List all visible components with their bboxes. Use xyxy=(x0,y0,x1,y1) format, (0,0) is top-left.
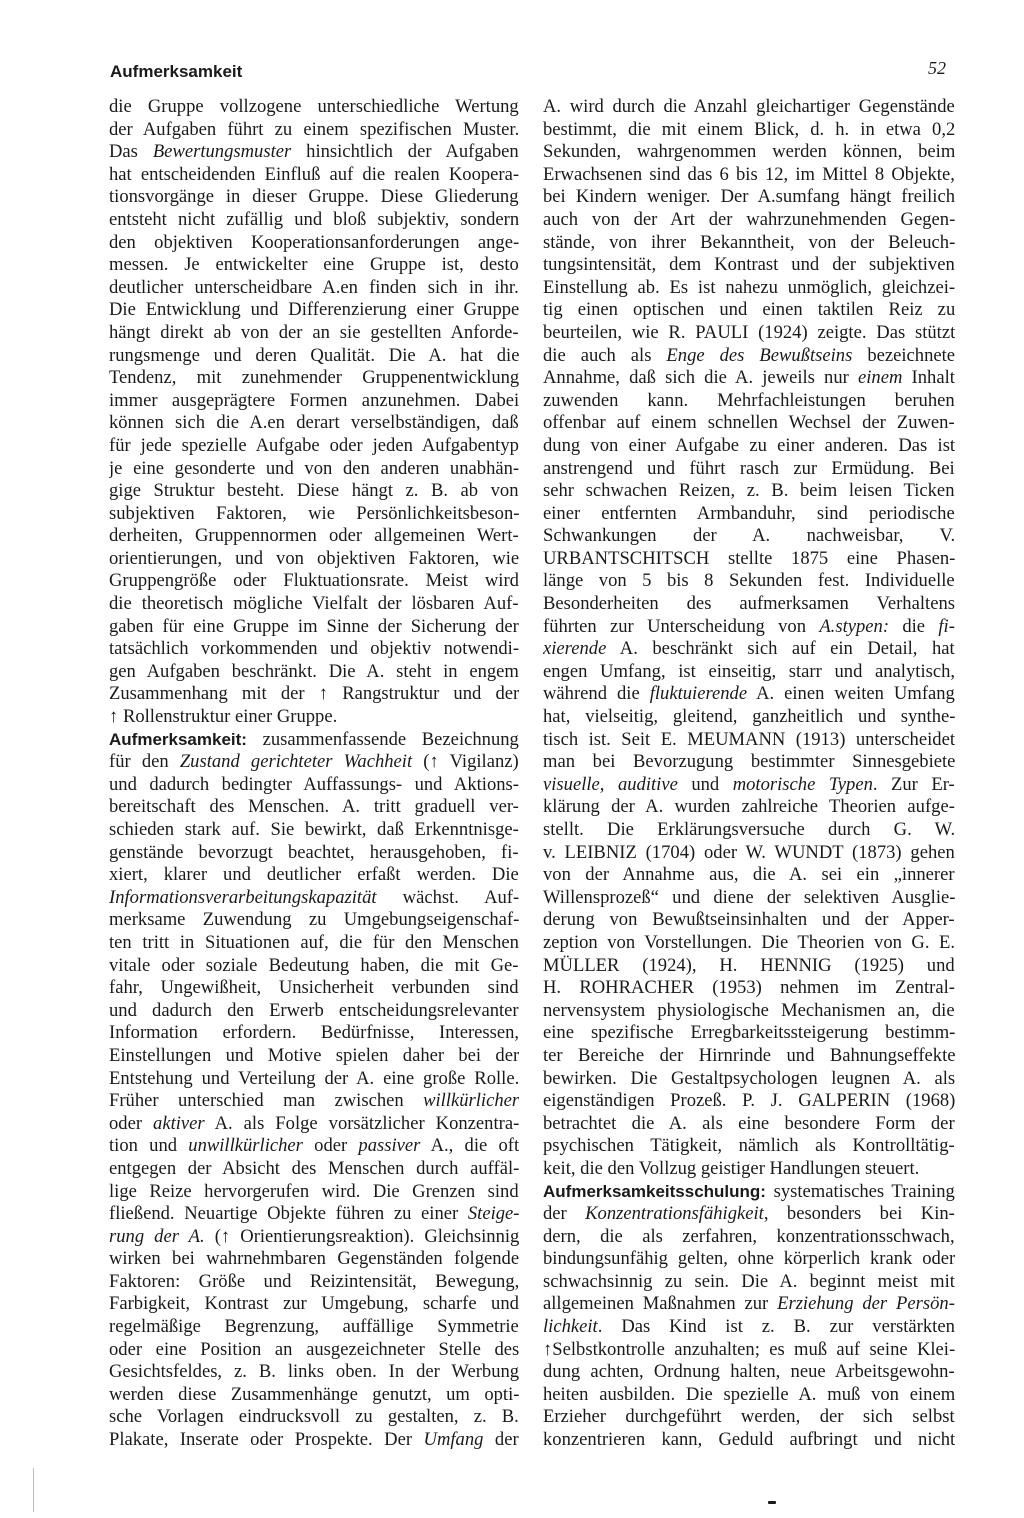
italic-term: willkürlicher xyxy=(423,1090,519,1112)
text-line: eine spezifische Erregbarkeitssteigerung bestimm- xyxy=(543,1022,955,1044)
text-line: dern, die als zerfahren, konzentrationsschwach, xyxy=(543,1225,955,1247)
text-line: Gruppengröße oder Fluktuationsrate. Meist wird xyxy=(109,570,519,592)
text-line: rung der A. (↑ Orientierungsreaktion). Gleichsinnig xyxy=(109,1225,519,1247)
text-line: ten tritt in Situationen auf, die für den Menschen xyxy=(109,931,519,953)
text-line: nervensystem physiologische Mechanismen an, die xyxy=(543,999,955,1021)
text-line: führten zur Unterscheidung von A.stypen: die fi- xyxy=(543,615,955,637)
text-line: Annahme, daß sich die A. jeweils nur einem Inhalt xyxy=(543,367,955,389)
italic-term: rung der A. xyxy=(109,1225,205,1247)
text-line: bereitschaft des Menschen. A. tritt graduell ver- xyxy=(109,796,519,818)
left-text-column xyxy=(109,96,519,1452)
text-line: Informationsverarbeitungskapazität wächst. Auf- xyxy=(109,886,519,908)
italic-term: fluktuierende xyxy=(649,683,748,705)
text-line: Faktoren: Größe und Reizintensität, Bewegung, xyxy=(109,1270,519,1292)
text-line: visuelle, auditive und motorische Typen. Zur Er- xyxy=(543,773,955,795)
text-line: hängt direkt ab von der an sie gestellten Anforde- xyxy=(109,321,519,343)
text-line: die Gruppe vollzogene unterschiedliche Wertung xyxy=(109,96,519,117)
text-line: gen Aufgaben beschränkt. Die A. steht in engem xyxy=(109,660,519,682)
text-line: stände, von ihrer Bekanntheit, von der Beleuch- xyxy=(543,231,955,253)
text-line: xierende A. beschränkt sich auf ein Detail, hat xyxy=(543,638,955,660)
text-line: Tendenz, mit zunehmender Gruppenentwicklung xyxy=(109,367,519,389)
text-line: messen. Je entwickelter eine Gruppe ist, desto xyxy=(109,254,519,276)
text-line: fließend. Neuartige Objekte führen zu einer Steige- xyxy=(109,1203,519,1225)
text-line: für den Zustand gerichteter Wachheit (↑ Vigilanz) xyxy=(109,751,519,773)
italic-term: Steige- xyxy=(467,1203,519,1225)
text-line: Besonderheiten des aufmerksamen Verhaltens xyxy=(543,593,955,615)
page-header-term: Aufmerksamkeit xyxy=(110,62,243,81)
italic-term: xierende xyxy=(543,638,607,660)
text-line: heiten ausbilden. Die spezielle A. muß von einem xyxy=(543,1383,955,1405)
text-line: keit, die den Vollzug geistiger Handlungen steuert. xyxy=(543,1157,920,1179)
text-line: tungsintensität, dem Kontrast und der subjektiven xyxy=(543,254,955,276)
text-line: betrachtet die A. als eine besondere Form der xyxy=(543,1112,955,1134)
text-line: sehr schwachen Reizen, z. B. beim leisen Ticken xyxy=(543,480,955,502)
text-line: regelmäßige Begrenzung, auffällige Symmetrie xyxy=(109,1316,519,1338)
text-line: schwachsinnig zu sein. Die A. beginnt meist mit xyxy=(543,1270,955,1292)
italic-term: Zustand gerichteter Wachheit xyxy=(179,751,413,773)
text-line: bei Kindern weniger. Der A.sumfang hängt freilich xyxy=(543,186,955,208)
page-number: 52 xyxy=(928,58,946,78)
text-line: sche Vorlagen eindrucksvoll zu gestalten, z. B. xyxy=(109,1406,519,1428)
text-line: Früher unterschied man zwischen willkürlicher xyxy=(109,1090,519,1112)
text-line: schieden stark auf. Sie bewirkt, daß Erkenntnisge- xyxy=(109,819,519,840)
text-line: tig einen optischen und einen taktilen Reiz zu xyxy=(543,299,955,321)
text-line: Aufmerksamkeit: zusammenfassende Bezeichnung xyxy=(109,728,519,750)
text-line: URBANTSCHITSCH stellte 1875 eine Phasen- xyxy=(543,547,955,569)
text-line: die theoretisch mögliche Vielfalt der lösbaren Auf- xyxy=(109,593,519,615)
text-line: wirken bei wahrnehmbaren Gegenständen folgende xyxy=(109,1248,519,1270)
italic-term: Umfang xyxy=(423,1429,484,1451)
text-line: A. wird durch die Anzahl gleichartiger Gegenstände xyxy=(543,96,955,117)
text-line: subjektiven Faktoren, wie Persönlichkeitsbeson- xyxy=(109,502,519,524)
text-line: entgegen der Absicht des Menschen durch auffäl- xyxy=(109,1157,519,1179)
italic-term: unwillkürlicher xyxy=(188,1135,303,1157)
text-line: lichkeit. Das Kind ist z. B. zur verstärkten xyxy=(543,1316,955,1338)
italic-term: aktiver xyxy=(153,1112,205,1134)
text-line: die auch als Enge des Bewußtseins bezeichnete xyxy=(543,344,955,366)
text-line: tion und unwillkürlicher oder passiver A., die oft xyxy=(109,1135,519,1157)
text-line: ↑ Rollenstruktur einer Gruppe. xyxy=(109,706,338,728)
text-line: Sekunden, wahrgenommen werden können, beim xyxy=(543,141,955,163)
text-line: v. LEIBNIZ (1704) oder W. WUNDT (1873) gehen xyxy=(543,841,955,863)
text-line: Willensprozeß“ und diene der selektiven Ausglie- xyxy=(543,886,955,908)
lemma-term: Aufmerksamkeit: xyxy=(109,729,247,749)
italic-term: auditive xyxy=(617,773,678,795)
text-line: Gesichtsfeldes, z. B. links oben. In der Werbung xyxy=(109,1361,519,1383)
text-line: zuwenden kann. Mehrfachleistungen beruhen xyxy=(543,389,955,411)
text-line: und dadurch bedingter Auffassungs- und Aktions- xyxy=(109,773,519,795)
italic-term: einem xyxy=(858,367,903,389)
text-line: immer ausgeprägtere Formen anzunehmen. Dabei xyxy=(109,389,519,411)
text-line: zeption von Vorstellungen. Die Theorien von G. E. xyxy=(543,931,955,953)
text-line: Information erfordern. Bedürfnisse, Interessen, xyxy=(109,1022,519,1044)
text-line: hat, vielseitig, gleitend, ganzheitlich und synthe- xyxy=(543,706,955,728)
text-line: merksame Zuwendung zu Umgebungseigenschaf- xyxy=(109,909,519,931)
text-line: xiert, klarer und deutlicher erfaßt werden. Die xyxy=(109,864,519,886)
margin-mark xyxy=(33,1468,34,1512)
text-line: Farbigkeit, Kontrast zur Umgebung, scharfe und xyxy=(109,1293,519,1315)
italic-term: passiver xyxy=(358,1135,421,1157)
text-line: der Konzentrationsfähigkeit, besonders bei Kin- xyxy=(543,1203,955,1225)
text-line: derheiten, Gruppennormen oder allgemeinen Wert- xyxy=(109,525,519,547)
text-line: allgemeinen Maßnahmen zur Erziehung der Persön- xyxy=(543,1293,955,1315)
text-line: vitale oder soziale Bedeutung haben, die mit Ge- xyxy=(109,954,519,976)
text-line: bewirken. Die Gestaltpsychologen leugnen A. als xyxy=(543,1067,955,1089)
text-line: Schwankungen der A. nachweisbar, V. xyxy=(543,525,955,547)
text-line: klärung der A. wurden zahlreiche Theorien aufge- xyxy=(543,796,955,818)
text-line: Einstellungen und Motive spielen daher bei der xyxy=(109,1044,519,1066)
italic-term: lichkeit xyxy=(543,1316,598,1338)
text-line: tionsvorgänge in dieser Gruppe. Diese Gliederung xyxy=(109,186,519,208)
text-line: ↑Selbstkontrolle anzuhalten; es muß auf seine Klei- xyxy=(543,1338,955,1360)
text-line: Das Bewertungsmuster hinsichtlich der Aufgaben xyxy=(109,141,519,163)
italic-term: Erziehung der Persön- xyxy=(777,1293,955,1315)
italic-term: fi- xyxy=(938,615,955,637)
text-line: entsteht nicht zufällig und bloß subjektiv, sondern xyxy=(109,208,519,230)
italic-term: A.stypen: xyxy=(819,615,890,637)
text-line: deutlicher unterscheidbare A.en finden sich in ihr. xyxy=(109,276,519,298)
text-line: der Aufgaben führt zu einem spezifischen Muster. xyxy=(109,118,519,140)
text-line: bestimmt, die mit einem Blick, d. h. in etwa 0,2 xyxy=(543,118,955,140)
text-line: konzentrieren kann, Geduld aufbringt und nicht xyxy=(543,1429,955,1451)
italic-term: Enge des Bewußtseins xyxy=(666,344,853,366)
text-line: Die Entwicklung und Differenzierung einer Gruppe xyxy=(109,299,519,321)
text-line: eigenständigen Prozeß. P. J. GALPERIN (1968) xyxy=(543,1090,955,1112)
text-line: Zusammenhang mit der ↑ Rangstruktur und der xyxy=(109,683,519,705)
text-line: psychischen Tätigkeit, nämlich als Kontrolltätig- xyxy=(543,1135,955,1157)
italic-term: motorische Typen xyxy=(732,773,873,795)
text-line: anstrengend und führt rasch zur Ermüdung. Bei xyxy=(543,457,955,479)
text-line: engen Umfang, ist einseitig, starr und analytisch, xyxy=(543,660,955,682)
text-line: Einstellung ab. Es ist nahezu unmöglich, gleichzei- xyxy=(543,276,955,298)
text-line: hat entscheidenden Einfluß auf die realen Koopera- xyxy=(109,163,519,185)
text-line: gige Struktur besteht. Diese hängt z. B. ab von xyxy=(109,480,519,502)
text-line: während die fluktuierende A. einen weiten Umfang xyxy=(543,683,955,705)
text-line: gaben für eine Gruppe im Sinne der Sicherung der xyxy=(109,615,519,637)
lemma-term: Aufmerksamkeitsschulung: xyxy=(543,1181,766,1201)
text-line: derung von Bewußtseinsinhalten und der Apper- xyxy=(543,909,955,931)
text-line: länge von 5 bis 8 Sekunden fest. Individuelle xyxy=(543,570,955,592)
text-line: ter Bereiche der Hirnrinde und Bahnungseffekte xyxy=(543,1044,955,1066)
text-line: MÜLLER (1924), H. HENNIG (1925) und xyxy=(543,954,955,976)
text-line: stellt. Die Erklärungsversuche durch G. W. xyxy=(543,819,955,840)
text-line: lige Reize hervorgerufen wird. Die Grenzen sind xyxy=(109,1180,519,1202)
text-line: rungsmenge und deren Qualität. Die A. hat die xyxy=(109,344,519,366)
text-line: können sich die A.en derart verselbständigen, daß xyxy=(109,412,519,434)
text-line: offenbar auf einem schnellen Wechsel der Zuwen- xyxy=(543,412,955,434)
text-line: dung achten, Ordnung halten, neue Arbeitsgewohn- xyxy=(543,1361,955,1383)
print-mark xyxy=(768,1501,776,1504)
text-line: oder eine Position an ausgezeichneter Stelle des xyxy=(109,1338,519,1360)
text-line: werden diese Zusammenhänge genutzt, um opti- xyxy=(109,1383,519,1405)
italic-term: Konzentrationsfähigkeit xyxy=(585,1203,764,1225)
text-line: und dadurch den Erwerb entscheidungsrelevanter xyxy=(109,999,519,1021)
italic-term: Informationsverarbeitungskapazität xyxy=(109,886,377,908)
italic-term: visuelle xyxy=(543,773,600,795)
text-line: Plakate, Inserate oder Prospekte. Der Umfang der xyxy=(109,1429,519,1451)
text-line: Entstehung und Verteilung der A. eine große Rolle. xyxy=(109,1067,519,1089)
text-line: je eine gesonderte und von den anderen unabhän- xyxy=(109,457,519,479)
text-line: tatsächlich vorkommenden und objektiv notwendi- xyxy=(109,638,519,660)
text-line: einer entfernten Armbanduhr, sind periodische xyxy=(543,502,955,524)
text-line: genstände bevorzugt beachtet, herausgehoben, fi- xyxy=(109,841,519,863)
text-line: auch von der Art der wahrzunehmenden Gegen- xyxy=(543,208,955,230)
right-text-column xyxy=(543,96,955,1452)
text-line: Aufmerksamkeitsschulung: systematisches Training xyxy=(543,1180,955,1202)
italic-term: Bewertungsmuster xyxy=(152,141,292,163)
text-line: den objektiven Kooperationsanforderungen ange- xyxy=(109,231,519,253)
text-line: fahr, Ungewißheit, Unsicherheit verbunden sind xyxy=(109,977,519,999)
text-line: für jede spezielle Aufgabe oder jeden Aufgabentyp xyxy=(109,434,519,456)
text-line: Erwachsenen sind das 6 bis 12, im Mittel 8 Objekte, xyxy=(543,163,955,185)
text-line: von der Annahme aus, die A. sei ein „innerer xyxy=(543,864,955,886)
text-line: bindungsunfähig gelten, ohne körperlich krank oder xyxy=(543,1248,955,1270)
text-line: H. ROHRACHER (1953) nehmen im Zentral- xyxy=(543,977,955,999)
text-line: beurteilen, wie R. PAULI (1924) zeigte. Das stützt xyxy=(543,321,955,343)
text-line: Erzieher durchgeführt werden, der sich selbst xyxy=(543,1406,955,1428)
text-line: orientierungen, und von objektiven Faktoren, wie xyxy=(109,547,519,569)
text-line: dung von einer Aufgabe zu einer anderen. Das ist xyxy=(543,434,955,456)
text-line: tisch ist. Seit E. MEUMANN (1913) unterscheidet xyxy=(543,728,955,750)
text-line: man bei Bevorzugung bestimmter Sinnesgebiete xyxy=(543,751,955,773)
text-line: oder aktiver A. als Folge vorsätzlicher Konzentra- xyxy=(109,1112,519,1134)
